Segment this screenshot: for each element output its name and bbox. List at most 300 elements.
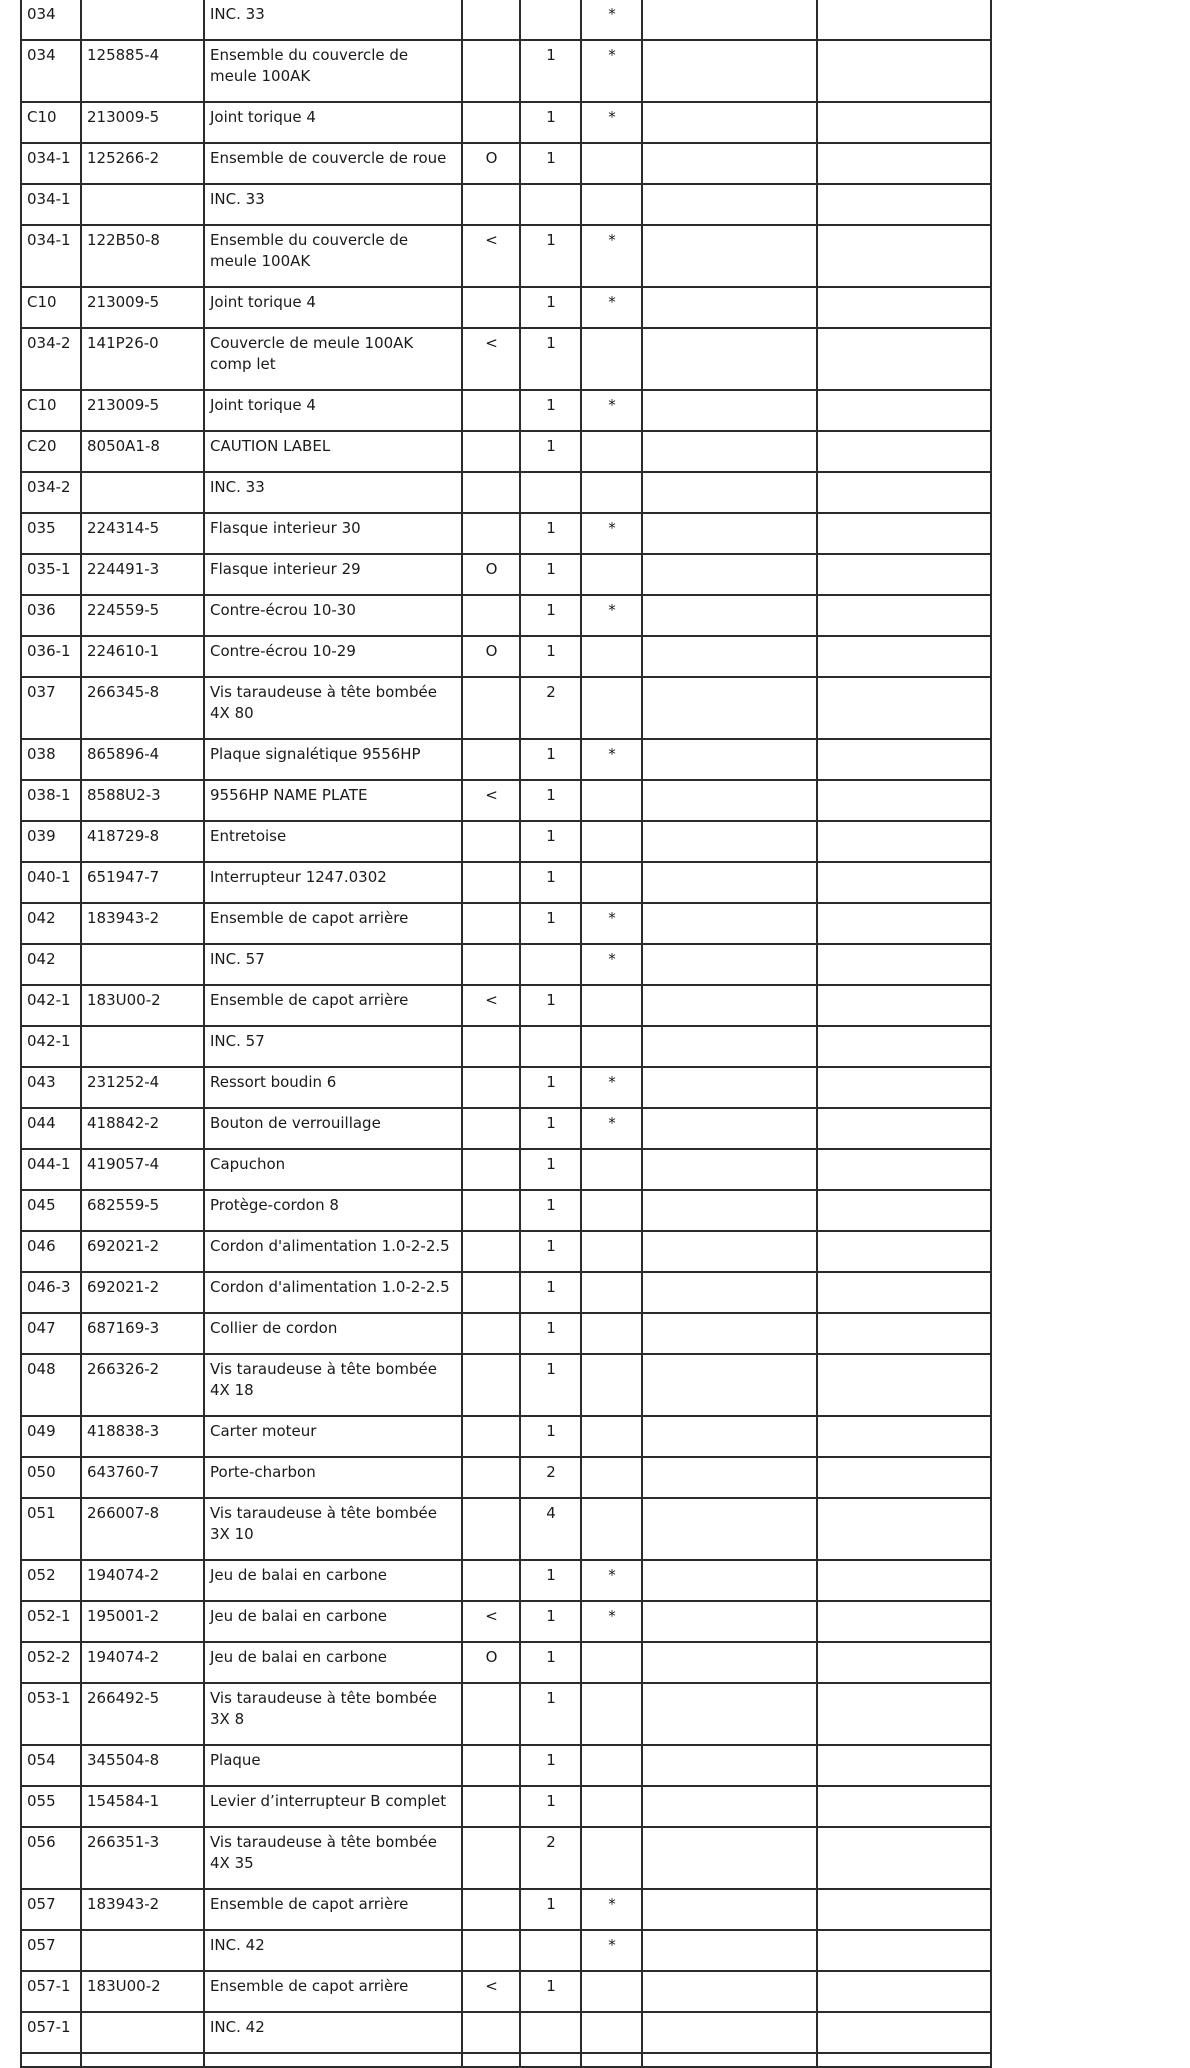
- empty-cell: [817, 328, 991, 390]
- description-cell: INC. 42: [204, 1930, 462, 1971]
- part-number-cell: 122B50-8: [81, 225, 204, 287]
- asterisk-cell: *: [581, 1930, 642, 1971]
- empty-cell: [817, 1745, 991, 1786]
- asterisk-cell: *: [581, 102, 642, 143]
- description-cell: Cordon d'alimentation 1.0-2-2.5: [204, 1231, 462, 1272]
- empty-cell: [817, 1067, 991, 1108]
- empty-cell: [817, 1416, 991, 1457]
- part-number-cell: 418842-2: [81, 1108, 204, 1149]
- asterisk-cell: *: [581, 0, 642, 40]
- parts-table: [20, 0, 992, 2068]
- quantity-cell: 2: [520, 1457, 581, 1498]
- item-number-cell: 035-1: [21, 554, 81, 595]
- description-cell: Joint torique 4: [204, 390, 462, 431]
- description-cell: 9556HP NAME PLATE: [204, 780, 462, 821]
- item-number-cell: 034-2: [21, 472, 81, 513]
- empty-cell: [642, 1786, 817, 1827]
- item-number-cell: 055: [21, 1786, 81, 1827]
- quantity-cell: 1: [520, 1683, 581, 1745]
- asterisk-cell: [581, 1313, 642, 1354]
- item-number-cell: 056: [21, 1827, 81, 1889]
- quantity-cell: 1: [520, 636, 581, 677]
- part-number-cell: 345504-8: [81, 1745, 204, 1786]
- part-number-cell: 419057-4: [81, 1149, 204, 1190]
- part-number-cell: 141P26-0: [81, 328, 204, 390]
- empty-cell: [817, 1786, 991, 1827]
- empty-cell: [642, 225, 817, 287]
- description-cell: Ensemble de capot arrière: [204, 985, 462, 1026]
- empty-cell: [817, 1827, 991, 1889]
- quantity-cell: 1: [520, 595, 581, 636]
- quantity-cell: 2: [520, 1827, 581, 1889]
- empty-cell: [642, 1560, 817, 1601]
- description-cell: Ensemble de capot arrière: [204, 1971, 462, 2012]
- empty-cell: [817, 143, 991, 184]
- asterisk-cell: *: [581, 513, 642, 554]
- marker-cell: [462, 1498, 520, 1560]
- item-number-cell: C20: [21, 431, 81, 472]
- table-row: [21, 636, 991, 677]
- empty-cell: [642, 985, 817, 1026]
- marker-cell: O: [462, 636, 520, 677]
- quantity-cell: 1: [520, 1231, 581, 1272]
- empty-cell: [817, 1272, 991, 1313]
- part-number-cell: 266007-8: [81, 1498, 204, 1560]
- empty-cell: [817, 2012, 991, 2053]
- empty-cell: [642, 862, 817, 903]
- empty-cell: [642, 1272, 817, 1313]
- empty-cell: [642, 903, 817, 944]
- marker-cell: [462, 0, 520, 40]
- item-number-cell: 034-1: [21, 143, 81, 184]
- part-number-cell: 194074-2: [81, 1560, 204, 1601]
- description-cell: CAUTION LABEL: [204, 431, 462, 472]
- description-cell: [204, 2053, 462, 2067]
- item-number-cell: [21, 2053, 81, 2067]
- marker-cell: [462, 862, 520, 903]
- quantity-cell: 1: [520, 1190, 581, 1231]
- empty-cell: [642, 821, 817, 862]
- asterisk-cell: [581, 2053, 642, 2067]
- marker-cell: [462, 1272, 520, 1313]
- empty-cell: [642, 739, 817, 780]
- item-number-cell: 036-1: [21, 636, 81, 677]
- item-number-cell: 044: [21, 1108, 81, 1149]
- marker-cell: O: [462, 554, 520, 595]
- empty-cell: [817, 677, 991, 739]
- quantity-cell: 1: [520, 1971, 581, 2012]
- empty-cell: [642, 1457, 817, 1498]
- description-cell: Vis taraudeuse à tête bombée 4X 35: [204, 1827, 462, 1889]
- quantity-cell: [520, 472, 581, 513]
- part-number-cell: 266326-2: [81, 1354, 204, 1416]
- asterisk-cell: [581, 328, 642, 390]
- description-cell: Vis taraudeuse à tête bombée 4X 18: [204, 1354, 462, 1416]
- table-row: [21, 1498, 991, 1560]
- quantity-cell: 1: [520, 1354, 581, 1416]
- part-number-cell: 213009-5: [81, 390, 204, 431]
- part-number-cell: 266351-3: [81, 1827, 204, 1889]
- table-row: [21, 1190, 991, 1231]
- empty-cell: [642, 287, 817, 328]
- table-row: [21, 1889, 991, 1930]
- asterisk-cell: [581, 472, 642, 513]
- quantity-cell: 1: [520, 1272, 581, 1313]
- empty-cell: [817, 985, 991, 1026]
- description-cell: Plaque: [204, 1745, 462, 1786]
- item-number-cell: 042: [21, 944, 81, 985]
- empty-cell: [642, 677, 817, 739]
- quantity-cell: 1: [520, 1067, 581, 1108]
- quantity-cell: [520, 2012, 581, 2053]
- part-number-cell: 418838-3: [81, 1416, 204, 1457]
- marker-cell: [462, 821, 520, 862]
- empty-cell: [642, 1930, 817, 1971]
- quantity-cell: 1: [520, 821, 581, 862]
- item-number-cell: 034-1: [21, 225, 81, 287]
- quantity-cell: [520, 1930, 581, 1971]
- part-number-cell: 224610-1: [81, 636, 204, 677]
- asterisk-cell: *: [581, 1889, 642, 1930]
- quantity-cell: 1: [520, 513, 581, 554]
- asterisk-cell: *: [581, 1067, 642, 1108]
- marker-cell: [462, 1416, 520, 1457]
- table-row: [21, 1786, 991, 1827]
- empty-cell: [817, 1560, 991, 1601]
- asterisk-cell: *: [581, 903, 642, 944]
- description-cell: Capuchon: [204, 1149, 462, 1190]
- empty-cell: [817, 1889, 991, 1930]
- item-number-cell: 044-1: [21, 1149, 81, 1190]
- empty-cell: [817, 1354, 991, 1416]
- empty-cell: [642, 390, 817, 431]
- quantity-cell: [520, 1026, 581, 1067]
- empty-cell: [642, 780, 817, 821]
- empty-cell: [817, 431, 991, 472]
- asterisk-cell: [581, 1786, 642, 1827]
- marker-cell: [462, 1457, 520, 1498]
- empty-cell: [817, 903, 991, 944]
- asterisk-cell: [581, 1416, 642, 1457]
- empty-cell: [642, 1601, 817, 1642]
- item-number-cell: 038-1: [21, 780, 81, 821]
- empty-cell: [642, 2012, 817, 2053]
- asterisk-cell: [581, 184, 642, 225]
- quantity-cell: 1: [520, 328, 581, 390]
- table-row: [21, 1067, 991, 1108]
- part-number-cell: 8050A1-8: [81, 431, 204, 472]
- description-cell: Ensemble de capot arrière: [204, 903, 462, 944]
- item-number-cell: 048: [21, 1354, 81, 1416]
- asterisk-cell: [581, 554, 642, 595]
- part-number-cell: 692021-2: [81, 1231, 204, 1272]
- table-row: [21, 472, 991, 513]
- table-row: [21, 595, 991, 636]
- asterisk-cell: [581, 636, 642, 677]
- empty-cell: [817, 554, 991, 595]
- empty-cell: [642, 1231, 817, 1272]
- quantity-cell: 1: [520, 1108, 581, 1149]
- item-number-cell: 046: [21, 1231, 81, 1272]
- empty-cell: [642, 1498, 817, 1560]
- empty-cell: [642, 1889, 817, 1930]
- asterisk-cell: [581, 677, 642, 739]
- empty-cell: [817, 287, 991, 328]
- table-row: [21, 1745, 991, 1786]
- asterisk-cell: [581, 1272, 642, 1313]
- marker-cell: [462, 287, 520, 328]
- table-row: [21, 821, 991, 862]
- part-number-cell: 865896-4: [81, 739, 204, 780]
- part-number-cell: 266492-5: [81, 1683, 204, 1745]
- part-number-cell: 125266-2: [81, 143, 204, 184]
- empty-cell: [642, 513, 817, 554]
- item-number-cell: 043: [21, 1067, 81, 1108]
- asterisk-cell: [581, 1457, 642, 1498]
- marker-cell: [462, 1560, 520, 1601]
- part-number-cell: [81, 184, 204, 225]
- marker-cell: [462, 1231, 520, 1272]
- marker-cell: <: [462, 225, 520, 287]
- marker-cell: [462, 184, 520, 225]
- description-cell: Joint torique 4: [204, 287, 462, 328]
- empty-cell: [817, 1313, 991, 1354]
- item-number-cell: 042-1: [21, 985, 81, 1026]
- empty-cell: [642, 1190, 817, 1231]
- part-number-cell: [81, 2053, 204, 2067]
- table-row: [21, 1560, 991, 1601]
- item-number-cell: C10: [21, 390, 81, 431]
- empty-cell: [642, 1971, 817, 2012]
- empty-cell: [642, 40, 817, 102]
- table-row: [21, 1642, 991, 1683]
- description-cell: Ensemble du couvercle de meule 100AK: [204, 40, 462, 102]
- empty-cell: [642, 595, 817, 636]
- empty-cell: [817, 636, 991, 677]
- empty-cell: [817, 1642, 991, 1683]
- quantity-cell: 1: [520, 431, 581, 472]
- asterisk-cell: [581, 821, 642, 862]
- part-number-cell: 224491-3: [81, 554, 204, 595]
- asterisk-cell: [581, 2012, 642, 2053]
- item-number-cell: 057: [21, 1889, 81, 1930]
- asterisk-cell: *: [581, 287, 642, 328]
- empty-cell: [817, 595, 991, 636]
- description-cell: Ensemble de capot arrière: [204, 1889, 462, 1930]
- asterisk-cell: *: [581, 390, 642, 431]
- empty-cell: [817, 821, 991, 862]
- part-number-cell: 154584-1: [81, 1786, 204, 1827]
- table-row: [21, 225, 991, 287]
- asterisk-cell: *: [581, 739, 642, 780]
- marker-cell: [462, 1354, 520, 1416]
- table-row: [21, 1231, 991, 1272]
- marker-cell: [462, 1786, 520, 1827]
- part-number-cell: 231252-4: [81, 1067, 204, 1108]
- marker-cell: [462, 472, 520, 513]
- table-row: [21, 0, 991, 40]
- item-number-cell: C10: [21, 102, 81, 143]
- description-cell: Ensemble du couvercle de meule 100AK: [204, 225, 462, 287]
- description-cell: INC. 33: [204, 0, 462, 40]
- empty-cell: [817, 1971, 991, 2012]
- part-number-cell: 183U00-2: [81, 1971, 204, 2012]
- empty-cell: [817, 1190, 991, 1231]
- item-number-cell: 046-3: [21, 1272, 81, 1313]
- empty-cell: [642, 143, 817, 184]
- marker-cell: [462, 1930, 520, 1971]
- quantity-cell: 4: [520, 1498, 581, 1560]
- asterisk-cell: *: [581, 225, 642, 287]
- description-cell: INC. 33: [204, 184, 462, 225]
- item-number-cell: 052: [21, 1560, 81, 1601]
- empty-cell: [817, 1457, 991, 1498]
- empty-cell: [817, 225, 991, 287]
- marker-cell: [462, 2012, 520, 2053]
- marker-cell: [462, 513, 520, 554]
- empty-cell: [642, 1149, 817, 1190]
- description-cell: Contre-écrou 10-30: [204, 595, 462, 636]
- item-number-cell: 034-2: [21, 328, 81, 390]
- marker-cell: [462, 102, 520, 143]
- quantity-cell: 1: [520, 1601, 581, 1642]
- description-cell: Collier de cordon: [204, 1313, 462, 1354]
- table-row: [21, 513, 991, 554]
- table-row: [21, 1149, 991, 1190]
- marker-cell: [462, 595, 520, 636]
- empty-cell: [642, 944, 817, 985]
- empty-cell: [642, 0, 817, 40]
- quantity-cell: 1: [520, 862, 581, 903]
- marker-cell: <: [462, 328, 520, 390]
- item-number-cell: 045: [21, 1190, 81, 1231]
- asterisk-cell: [581, 1642, 642, 1683]
- asterisk-cell: [581, 143, 642, 184]
- empty-cell: [817, 184, 991, 225]
- description-cell: Entretoise: [204, 821, 462, 862]
- empty-cell: [642, 328, 817, 390]
- quantity-cell: 1: [520, 1313, 581, 1354]
- description-cell: Flasque interieur 30: [204, 513, 462, 554]
- empty-cell: [817, 1498, 991, 1560]
- item-number-cell: 037: [21, 677, 81, 739]
- description-cell: Joint torique 4: [204, 102, 462, 143]
- part-number-cell: 266345-8: [81, 677, 204, 739]
- item-number-cell: 034: [21, 40, 81, 102]
- part-number-cell: 224314-5: [81, 513, 204, 554]
- part-number-cell: [81, 472, 204, 513]
- asterisk-cell: [581, 1026, 642, 1067]
- table-row: [21, 903, 991, 944]
- table-row: [21, 1457, 991, 1498]
- part-number-cell: 183943-2: [81, 903, 204, 944]
- item-number-cell: C10: [21, 287, 81, 328]
- quantity-cell: 1: [520, 143, 581, 184]
- marker-cell: [462, 2053, 520, 2067]
- description-cell: Jeu de balai en carbone: [204, 1601, 462, 1642]
- item-number-cell: 052-2: [21, 1642, 81, 1683]
- asterisk-cell: *: [581, 595, 642, 636]
- marker-cell: [462, 1108, 520, 1149]
- part-number-cell: 643760-7: [81, 1457, 204, 1498]
- empty-cell: [642, 184, 817, 225]
- asterisk-cell: [581, 985, 642, 1026]
- part-number-cell: 418729-8: [81, 821, 204, 862]
- empty-cell: [817, 1108, 991, 1149]
- marker-cell: [462, 1683, 520, 1745]
- quantity-cell: 1: [520, 1416, 581, 1457]
- marker-cell: [462, 431, 520, 472]
- table-row: [21, 554, 991, 595]
- quantity-cell: 1: [520, 780, 581, 821]
- empty-cell: [642, 1026, 817, 1067]
- marker-cell: O: [462, 1642, 520, 1683]
- quantity-cell: 1: [520, 102, 581, 143]
- quantity-cell: 1: [520, 390, 581, 431]
- table-row: [21, 1272, 991, 1313]
- marker-cell: [462, 390, 520, 431]
- quantity-cell: 1: [520, 1889, 581, 1930]
- part-number-cell: 183943-2: [81, 1889, 204, 1930]
- empty-cell: [817, 102, 991, 143]
- empty-cell: [642, 472, 817, 513]
- description-cell: Vis taraudeuse à tête bombée 3X 8: [204, 1683, 462, 1745]
- marker-cell: [462, 1313, 520, 1354]
- table-row: [21, 1026, 991, 1067]
- marker-cell: [462, 1026, 520, 1067]
- table-row: [21, 1930, 991, 1971]
- item-number-cell: 050: [21, 1457, 81, 1498]
- marker-cell: <: [462, 1601, 520, 1642]
- empty-cell: [642, 1745, 817, 1786]
- marker-cell: <: [462, 985, 520, 1026]
- asterisk-cell: *: [581, 1601, 642, 1642]
- quantity-cell: 2: [520, 677, 581, 739]
- part-number-cell: 224559-5: [81, 595, 204, 636]
- part-number-cell: 682559-5: [81, 1190, 204, 1231]
- description-cell: Jeu de balai en carbone: [204, 1642, 462, 1683]
- item-number-cell: 036: [21, 595, 81, 636]
- description-cell: Levier d’interrupteur B complet: [204, 1786, 462, 1827]
- empty-cell: [817, 1683, 991, 1745]
- quantity-cell: 1: [520, 1642, 581, 1683]
- empty-cell: [817, 513, 991, 554]
- description-cell: Bouton de verrouillage: [204, 1108, 462, 1149]
- quantity-cell: [520, 184, 581, 225]
- asterisk-cell: [581, 1745, 642, 1786]
- quantity-cell: 1: [520, 287, 581, 328]
- empty-cell: [817, 472, 991, 513]
- asterisk-cell: [581, 1149, 642, 1190]
- asterisk-cell: [581, 1498, 642, 1560]
- description-cell: Ressort boudin 6: [204, 1067, 462, 1108]
- description-cell: Contre-écrou 10-29: [204, 636, 462, 677]
- table-row: [21, 1971, 991, 2012]
- empty-cell: [817, 739, 991, 780]
- table-row: [21, 390, 991, 431]
- item-number-cell: 051: [21, 1498, 81, 1560]
- item-number-cell: 039: [21, 821, 81, 862]
- description-cell: Flasque interieur 29: [204, 554, 462, 595]
- item-number-cell: 042-1: [21, 1026, 81, 1067]
- table-row: [21, 1683, 991, 1745]
- quantity-cell: 1: [520, 739, 581, 780]
- part-number-cell: [81, 2012, 204, 2053]
- item-number-cell: 035: [21, 513, 81, 554]
- item-number-cell: 052-1: [21, 1601, 81, 1642]
- description-cell: INC. 33: [204, 472, 462, 513]
- empty-cell: [642, 1313, 817, 1354]
